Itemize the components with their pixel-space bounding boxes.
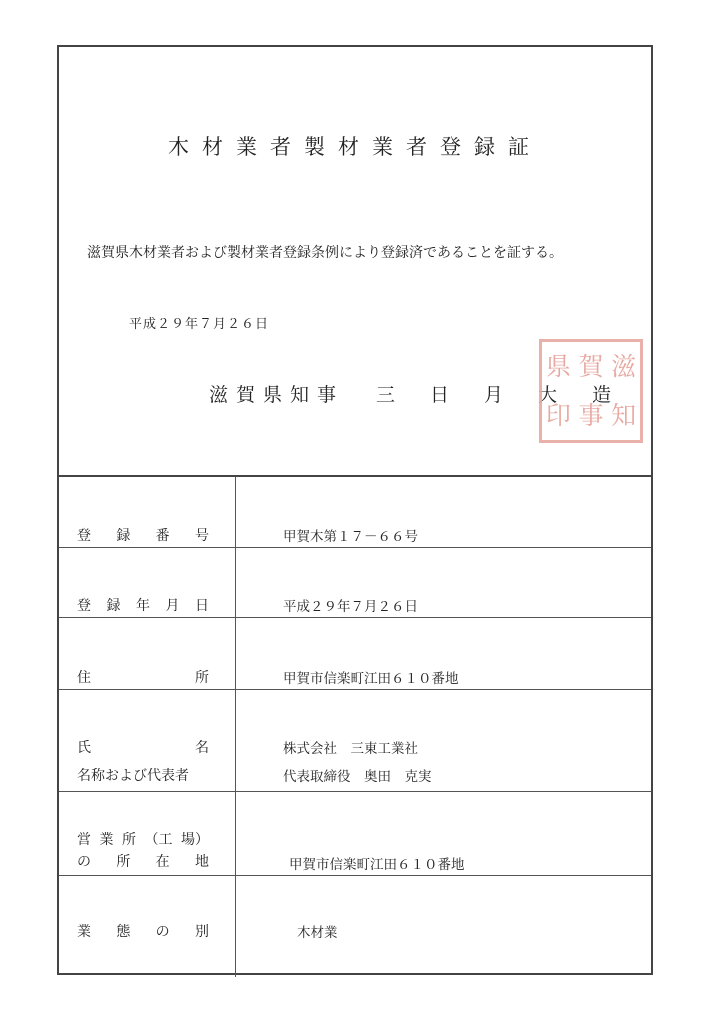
office-label-line2: の 所 在 地 (77, 854, 209, 870)
seal-char: 印 (545, 401, 571, 430)
representative-value: 代表取締役 奥田 克実 (283, 769, 432, 785)
business-type-label: 業 態 の 別 (77, 924, 209, 940)
company-name-value: 株式会社 三東工業社 (283, 741, 418, 757)
table-row (59, 547, 651, 618)
reg-date-value: 平成２９年７月２６日 (283, 599, 418, 615)
representative-label: 名称および代表者 (77, 768, 189, 784)
office-label-line1: 営 業 所 （工 場） (77, 832, 209, 848)
table-row (59, 791, 651, 876)
reg-date-label: 登 録 年 月 日 (77, 598, 209, 614)
certificate-title: 木材業者製材業者登録証 (168, 135, 542, 159)
seal-char: 滋 (611, 352, 637, 381)
governor-title: 滋賀県知事 (209, 384, 345, 406)
reg-number-label: 登 録 番 号 (77, 528, 209, 544)
business-type-value: 木材業 (297, 925, 338, 941)
seal-char: 賀 (578, 352, 604, 381)
governor-name: 三 日 月 大 造 (376, 384, 620, 406)
official-seal (539, 339, 643, 443)
issue-date: 平成２９年７月２６日 (129, 317, 270, 332)
reg-number-value: 甲賀木第１７－６６号 (283, 529, 418, 545)
certificate-statement: 滋賀県木材業者および製材業者登録条例により登録済であることを証する。 (87, 245, 563, 261)
registration-table (59, 475, 651, 977)
seal-char: 事 (578, 401, 604, 430)
name-label: 氏 名 (77, 740, 209, 756)
table-row (59, 875, 651, 977)
table-row (59, 477, 651, 548)
seal-char: 知 (611, 401, 637, 430)
certificate-frame (57, 45, 653, 975)
address-value: 甲賀市信楽町江田６１０番地 (283, 671, 459, 687)
table-row (59, 617, 651, 690)
seal-char: 県 (545, 352, 571, 381)
table-row (59, 689, 651, 792)
address-label: 住 所 (77, 670, 209, 686)
office-location-value: 甲賀市信楽町江田６１０番地 (289, 857, 465, 873)
